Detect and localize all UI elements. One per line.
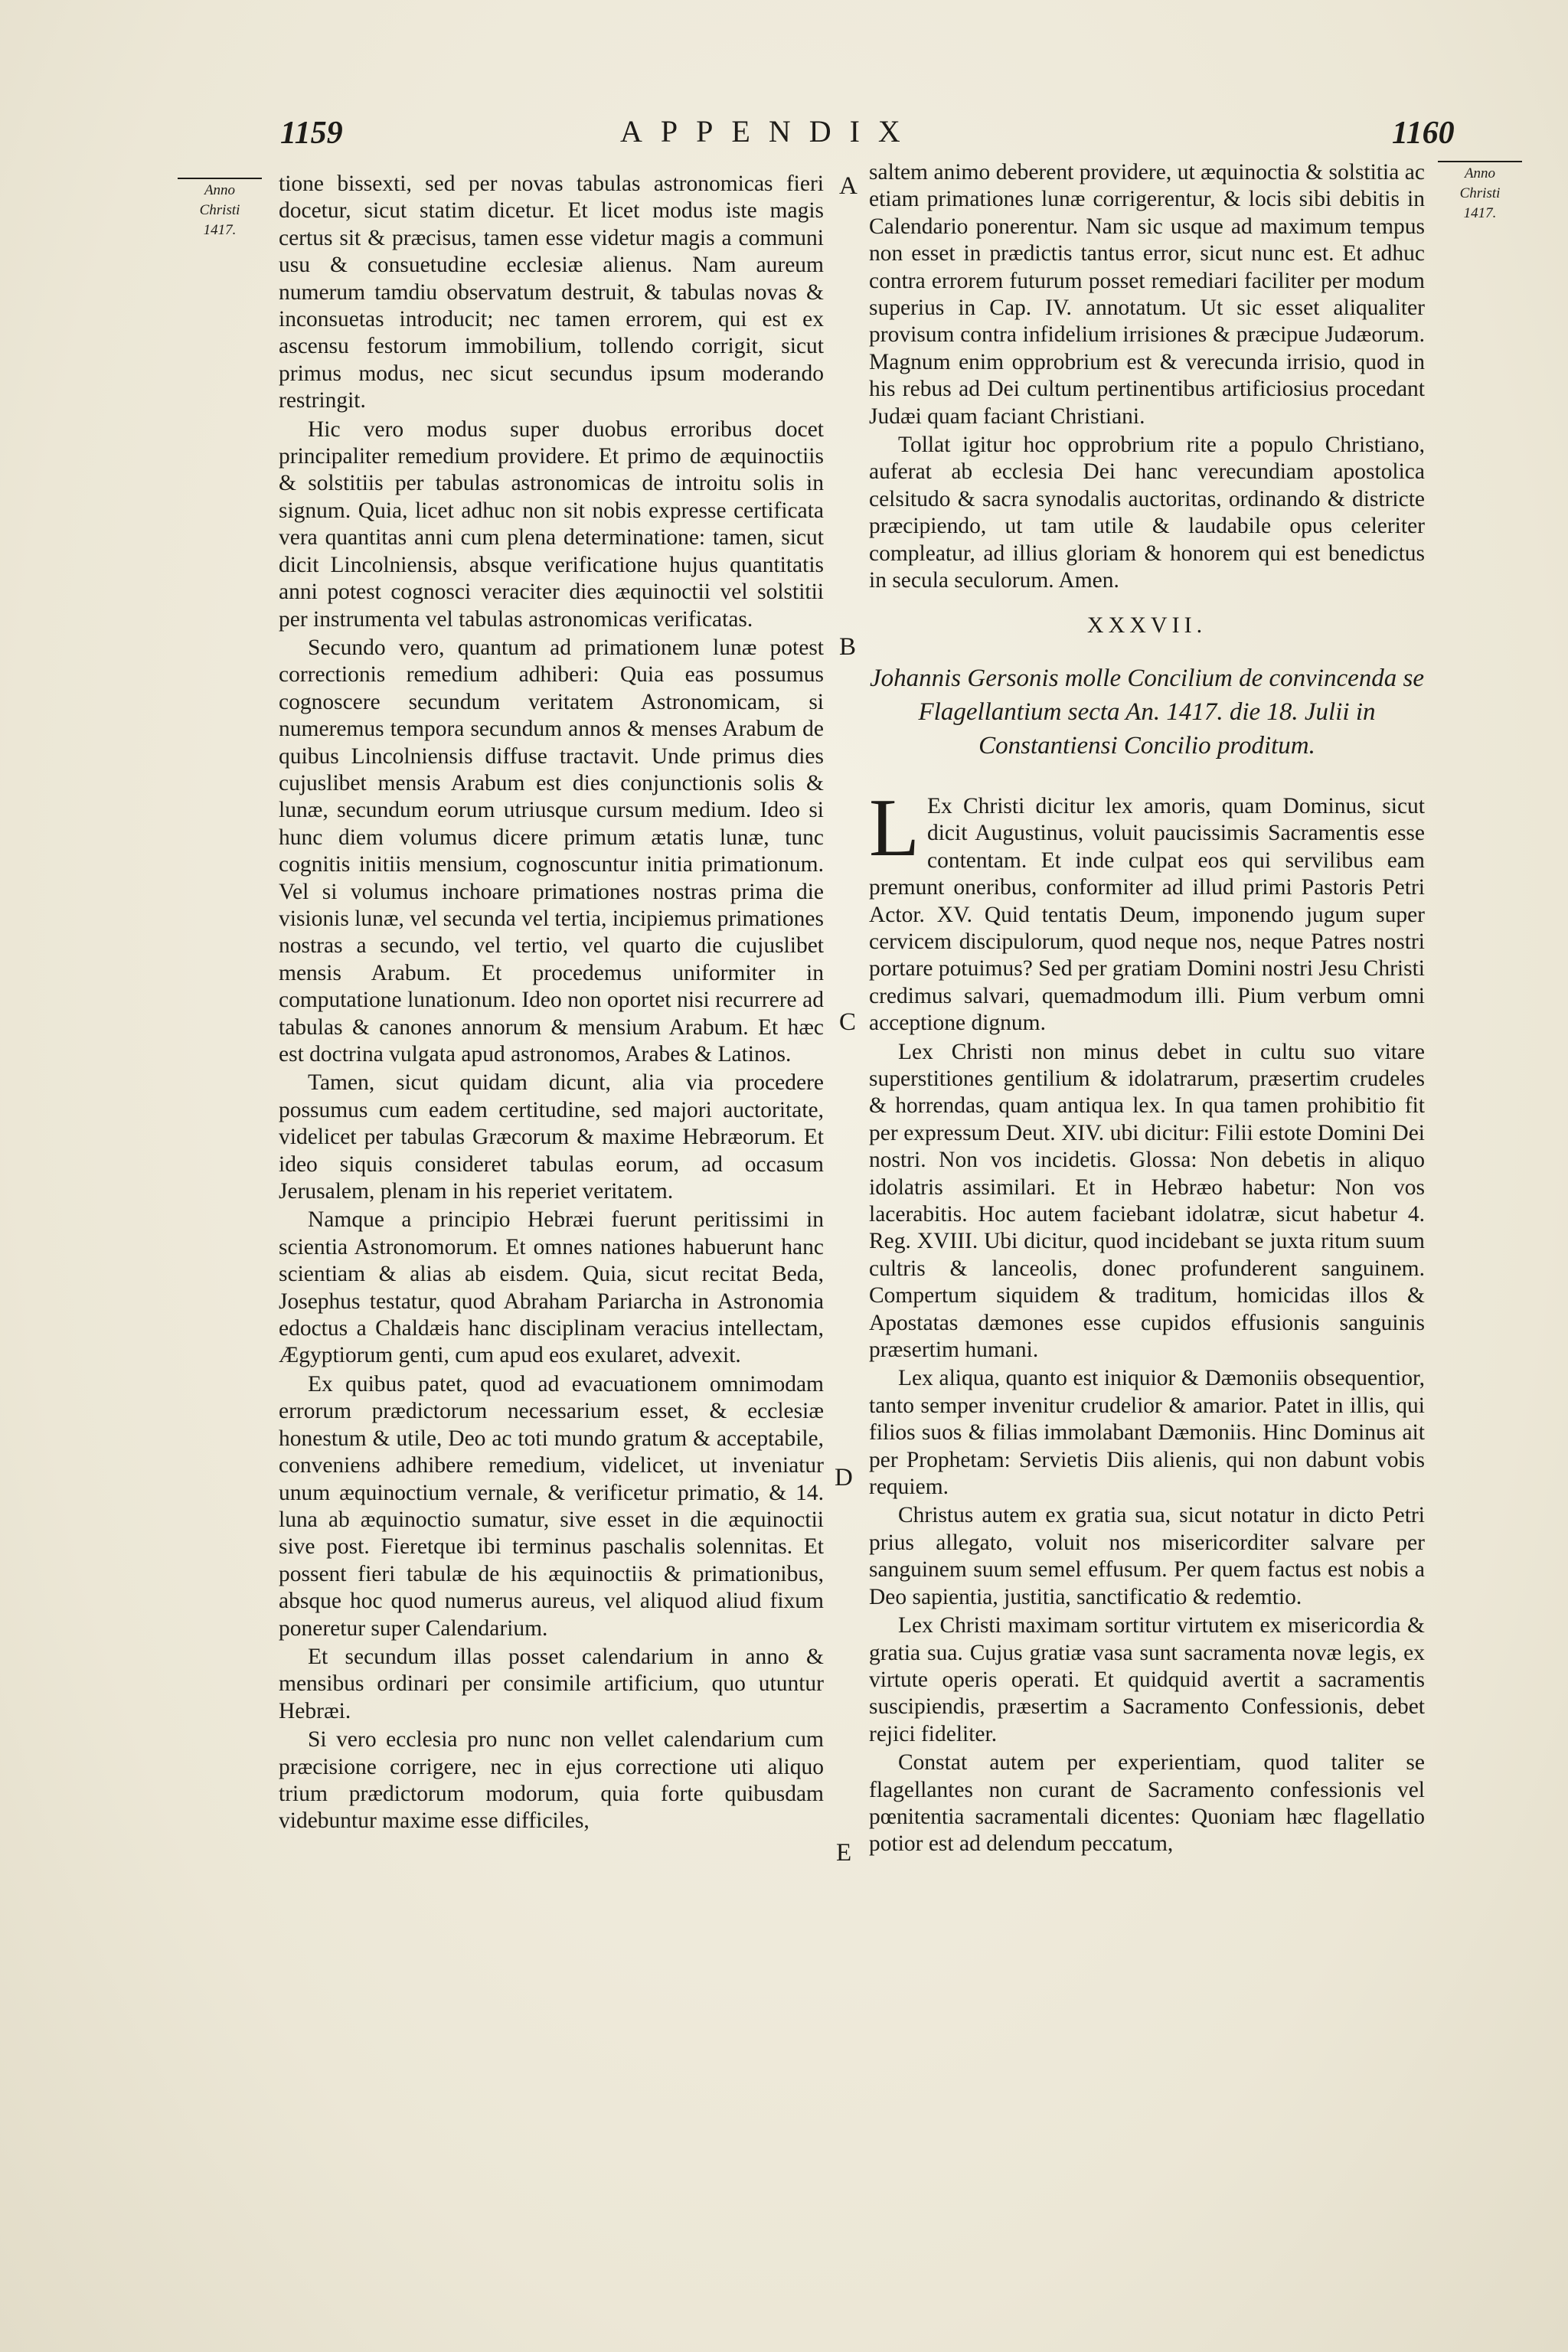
section-title: Johannis Gersonis molle Concilium de convincenda se Flagellantium secta An. 1417. die 18. Julii in Constantiensi Concilio proditum. xyxy=(869,664,1425,760)
section-letter-a: A xyxy=(839,172,858,200)
section-letter-d: D xyxy=(835,1464,853,1491)
paragraph: Tamen, sicut quidam dicunt, alia via procedere possumus cum eadem certitudine, sed majori auctoritate, videlicet per tabulas Græcorum & maxime Hebræorum. Et ideo siquis consideret tabulas eorum, ad occasum Jerusalem, plenam in his reperiet veritatem. xyxy=(279,1070,824,1204)
paragraph: Lex aliqua, quanto est iniquior & Dæmoniis obsequentior, tanto semper invenitur crudelior & amarior. Patet in illis, qui filios suos & filias immolabant Dæmoniis. Hinc Dominus ait per Prophetam: Servietis Diis alienis, qui non dabunt vobis requiem. xyxy=(869,1366,1425,1500)
section-letter-e: E xyxy=(836,1839,852,1867)
margin-note-line: Christi xyxy=(1459,185,1501,201)
margin-note-right xyxy=(1430,161,1530,224)
left-column xyxy=(279,171,824,1835)
paragraph: Ex Christi dicitur lex amoris, quam Dominus, sicut dicit Augustinus, voluit paucissimis Sacramentis esse contentam. Et inde culpat eos qui servilibus eam premunt oneribus, conformiter ad illud primi Pastoris Petri Actor. XV. Quid tentatis Deum, imponendo jugum super cervicem discipulorum, quod neque nos, neque Patres nostri portare potuimus? Sed per gratiam Domini nostri Jesu Christi credimus salvari, quemadmodum illi. Pium verbum omni acceptione dignum. xyxy=(869,793,1425,1036)
paragraph: Et secundum illas posset calendarium in anno & mensibus ordinari per consimile artificium, quo utuntur Hebræi. xyxy=(279,1644,824,1723)
paragraph: saltem animo deberent providere, ut æquinoctia & solstitia ac etiam primationes lunæ corrigerentur, & locis sibi debitis in Calendario ponerentur. Nam sic usque ad maximum tempus non esset in prædictis tantus error, sicut nunc est. Et adhuc contra errorem futurum posset remediari faciliter per modum superius in Cap. IV. annotatum. Ut sic esset aliqualiter provisum contra infidelium irrisiones & præcipue Judæorum. Magnum enim opprobrium est & verecunda irrisio, quod in his rebus ad Dei cultum pertinentibus artificiosius procedant Judæi quam faciant Christiani. xyxy=(869,160,1425,429)
paragraph: Si vero ecclesia pro nunc non vellet calendarium cum præcisione corrigere, nec in ejus correctione uti aliquo trium prædictorum modorum, quia forte quibusdam videbuntur maxime esse difficiles, xyxy=(279,1727,824,1834)
margin-rule xyxy=(1438,161,1522,162)
paragraph: Lex Christi non minus debet in cultu suo vitare superstitiones gentilium & idolatrarum, præsertim crudeles & horrendas, quam antiqua lex. In qua tamen prohibitio fit per expressum Deut. XIV. ubi dicitur: Filii estote Domini Dei nostri. Non vos incidetis. Glossa: Non debetis in aliquo idolatris assimilari. Et in Hebræo habetur: Non vos lacerabitis. Hoc autem faciebant idolatræ, sicut habetur 4. Reg. XVIII. Ubi dicitur, quod incidebant se juxta ritum suum cultris & lanceolis, donec profunderent sanguinem. Compertum siquidem & traditum, homicidas illos & Apostatas dæmones esse cupidos effusionis sanguinis præsertim humani. xyxy=(869,1039,1425,1363)
opening-paragraph xyxy=(869,782,1425,1037)
paragraph: Constat autem per experientiam, quod taliter se flagellantes non curant de Sacramento confessionis vel pœnitentia sacramentali dicentes: Quoniam hæc flagellatio potior est ad delendum peccatum, xyxy=(869,1750,1425,1857)
section-letter-c: C xyxy=(839,1008,857,1036)
paragraph: Tollat igitur hoc opprobrium rite a populo Christiano, auferat ab ecclesia Dei hanc verecundiam apostolica celsitudo & sacra synodalis auctoritas, ordinando & districte præcipiendo, ut tam utile & laudabile opus celeriter compleatur, ad illius gloriam & honorem qui est benedictus in secula seculorum. Amen. xyxy=(869,433,1425,593)
margin-rule xyxy=(178,178,262,179)
drop-cap-initial: L xyxy=(869,782,920,874)
margin-note-line: Anno xyxy=(204,182,236,198)
margin-note-line: Christi xyxy=(199,202,240,218)
paragraph: Hic vero modus super duobus erroribus docet principaliter remedium providere. Et primo de æquinoctiis & solstitiis per tabulas astronomicas de introitu solis in signum. Quia, licet adhuc non sit nobis expresse certificata vera quantitas anni cum plena determinatione: tamen, sicut dicit Lincolniensis, absque verificatione hujus quantitatis anni potest cognosci veraciter dies æquinoctii vel solstitii per instrumenta vel tabulas astronomicas verificatas. xyxy=(279,416,824,632)
paragraph: tione bissexti, sed per novas tabulas astronomicas fieri docetur, sicut statim dicetur. Et licet modus iste magis certus sit & præcisus, tamen esse videtur magis a communi usu & consuetudine ecclesiæ alienus. Nam aureum numerum tamdiu observatum destruit, & tabulas novas & inconsuetas introducit; nec tamen errorem, qui est ex ascensu festorum immobilium, tollendo corrigit, sicut primus modus, nec sicut secundus ipsum moderando restringit. xyxy=(279,172,824,413)
margin-note-line: 1417. xyxy=(203,222,237,238)
paragraph: Secundo vero, quantum ad primationem lunæ potest correctionis remedium adhiberi: Quia eas possumus cognoscere secundum veritatem Astronomicam, si numeremus tempora secundum annos & menses Arabum de quibus Lincolniensis diffuse tractavit. Unde primus dies cujuslibet mensis Arabum est dies conjunctionis solis & lunæ, secundum eorum utriusque cursum medium. Ideo si hunc diem volumus dicere primum ætatis lunæ, tunc cognitis initiis mensium, cognoscuntur initia primationum. Vel si volumus inchoare primationes nostras prima die visionis lunæ, vel secunda vel tertia, incipiemus primationes nostras a secundo, vel tertio, vel quarto die cujuslibet mensis Arabum. Et procedemus uniformiter in computatione lunationum. Ideo non oportet nisi recurrere ad tabulas & canones annorum & mensium Arabum. Et hæc est doctrina vulgata apud astronomos, Arabes & Latinos. xyxy=(279,635,824,1067)
section-number: XXXVII. xyxy=(1086,612,1207,638)
paragraph: Lex Christi maximam sortitur virtutem ex misericordia & gratia sua. Cujus gratiæ vasa sunt sacramenta novæ legis, ex virtute operis operati. Et quidquid avertit a sacramentis suscipiendis, præsertim a Sacramento Confessionis, debet rejici fideliter. xyxy=(869,1613,1425,1746)
page-number-right: 1160 xyxy=(1392,116,1455,151)
running-title: APPENDIX xyxy=(620,114,919,149)
right-column xyxy=(869,159,1425,1858)
margin-note-line: Anno xyxy=(1464,165,1496,181)
margin-note-left xyxy=(170,178,270,240)
section-letter-b: B xyxy=(839,633,857,661)
page-header xyxy=(0,115,1568,161)
paragraph: Ex quibus patet, quod ad evacuationem omnimodam errorum prædictorum necessarium esset, & ecclesiæ honestum & utile, Deo ac toti mundo gratum & acceptabile, conveniens adhibere remedium, videlicet, ut inveniatur unum æquinoctium vernale, & verificetur primatio, & 14. luna ab æquinoctio sumatur, sive esset in die æquinoctii sive post. Fieretque ibi terminus paschalis solennitas. Et possent fieri tabulæ de his æquinoctiis & primationibus, absque hoc quod numerus aureus, vel aliquod aliud fixum poneretur super Calendarium. xyxy=(279,1371,824,1641)
paragraph: Christus autem ex gratia sua, sicut notatur in dicto Petri prius allegato, voluit nos misericorditer salvare per sanguinem suum semel effusum. Per quem factus est nobis a Deo sapientia, justitia, sanctificatio & redemtio. xyxy=(869,1503,1425,1609)
margin-note-line: 1417. xyxy=(1463,205,1497,221)
page-number-left: 1159 xyxy=(280,116,343,151)
paragraph: Namque a principio Hebræi fuerunt peritissimi in scientia Astronomorum. Et omnes nationes habuerunt hanc scientiam & alias ab eisdem. Quia, sicut recitat Beda, Josephus testatur, quod Abraham Pariarcha in Astronomia edoctus a Chaldæis hanc disciplinam veracius intellectam, Ægyptiorum genti, cum apud eos exularet, advexit. xyxy=(279,1207,824,1368)
